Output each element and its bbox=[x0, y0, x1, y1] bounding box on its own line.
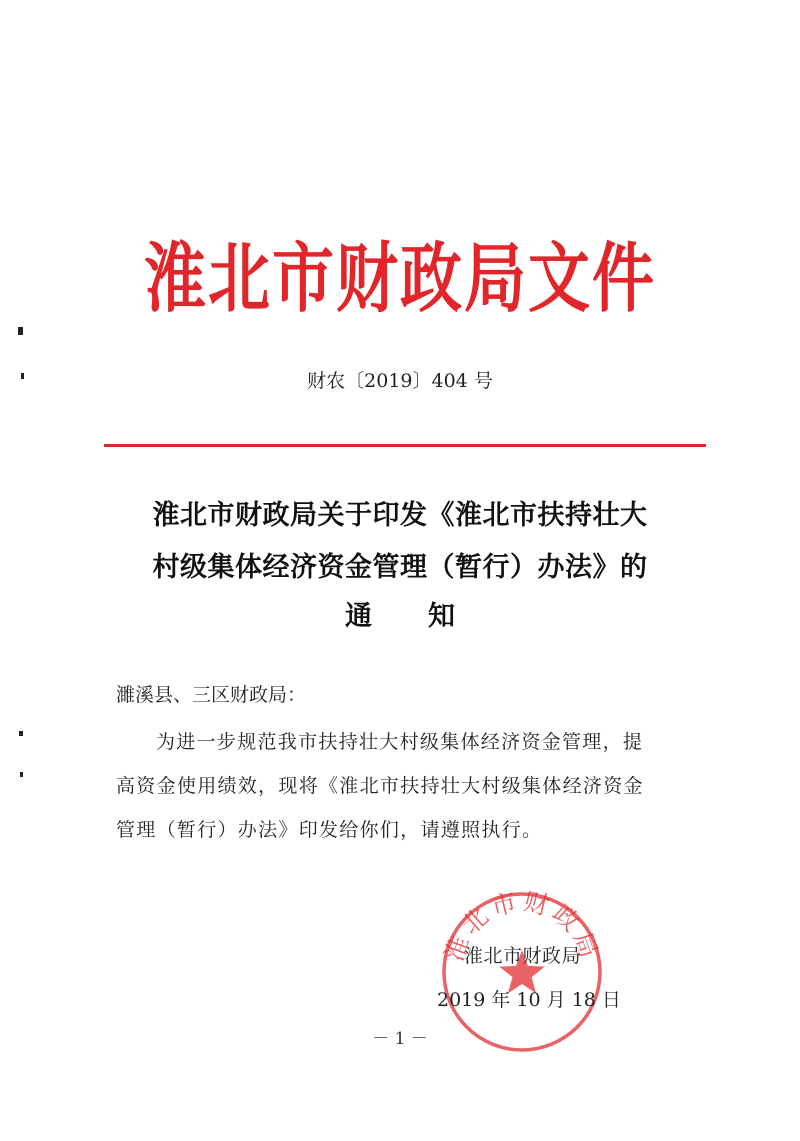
seal-text: 淮北市财政局 bbox=[439, 888, 605, 966]
addressee: 濉溪县、三区财政局： bbox=[116, 684, 307, 706]
body-paragraph-line-3: 管理（暂行）办法》印发给你们，请遵照执行。 bbox=[116, 819, 543, 841]
binding-mark bbox=[19, 731, 23, 736]
notice-title-line-1: 淮北市财政局关于印发《淮北市扶持壮大 bbox=[152, 500, 648, 531]
red-divider-line bbox=[104, 444, 706, 447]
document-number: 财农〔2019〕404 号 bbox=[307, 370, 493, 392]
notice-title-word-zhi: 知 bbox=[428, 601, 455, 632]
signing-organization: 淮北市财政局 bbox=[464, 945, 582, 967]
binding-mark bbox=[20, 772, 23, 777]
notice-title-line-2: 村级集体经济资金管理（暂行）办法》的 bbox=[152, 552, 648, 583]
page-number: － 1 － bbox=[372, 1029, 428, 1049]
signing-date: 2019 年 10 月 18 日 bbox=[437, 989, 621, 1011]
body-paragraph-line-1: 为进一步规范我市扶持壮大村级集体经济资金管理，提 bbox=[156, 731, 644, 753]
notice-title-word-tong: 通 bbox=[345, 601, 372, 632]
binding-mark bbox=[21, 373, 24, 379]
binding-mark bbox=[18, 327, 23, 335]
notice-title-line-3 bbox=[0, 594, 800, 633]
body-paragraph-line-2: 高资金使用绩效，现将《淮北市扶持壮大村级集体经济资金 bbox=[116, 775, 644, 797]
document-header-title: 淮北市财政局文件 bbox=[143, 233, 656, 323]
